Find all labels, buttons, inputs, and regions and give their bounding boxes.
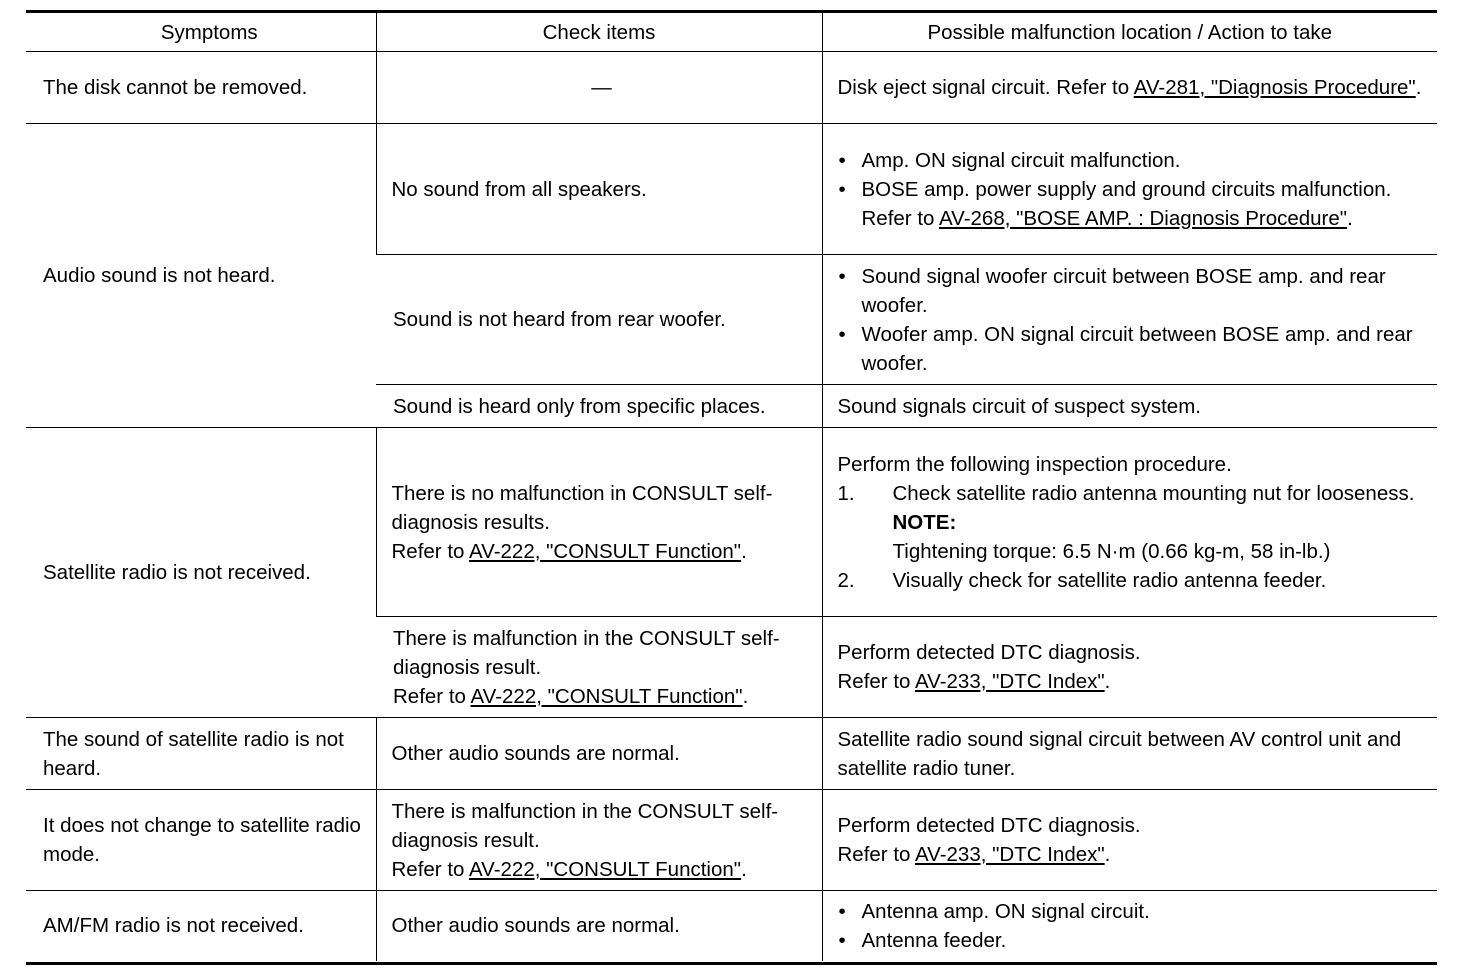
action-cell [822, 891, 1437, 961]
bullet-list [838, 262, 1428, 378]
reference-link[interactable]: AV-233, "DTC Index" [915, 670, 1105, 693]
action-cell [822, 617, 1437, 718]
table-row [26, 428, 1437, 617]
list-item: • Amp. ON signal circuit malfunction. [838, 146, 1428, 175]
header-action: Possible malfunction location / Action to take [822, 12, 1437, 52]
action-cell [822, 428, 1437, 617]
list-item: • Sound signal woofer circuit between BOSE amp. and rear woofer. [838, 262, 1428, 320]
check-cell: Sound is not heard from rear woofer. [376, 255, 822, 385]
bullet-list [838, 897, 1428, 955]
action-text: Disk eject signal circuit. Refer to [837, 76, 1134, 99]
action-text: Perform detected DTC diagnosis. [837, 641, 1141, 664]
check-cell: Other audio sounds are normal. [376, 718, 822, 790]
header-row [26, 12, 1437, 52]
check-text: There is malfunction in the CONSULT self-diagnosis result. [393, 626, 780, 679]
check-text: There is malfunction in the CONSULT self-diagnosis result. [391, 799, 779, 852]
table-row [26, 124, 1437, 255]
punctuation: . [741, 539, 747, 563]
table-bottom-rule [26, 962, 1437, 965]
refer-text: Refer to [393, 684, 471, 708]
action-cell: Satellite radio sound signal circuit between AV control unit and satellite radio tuner. [822, 718, 1437, 790]
note-text: Tightening torque: 6.5 N·m (0.66 kg-m, 58 in-lb.) [892, 539, 1331, 563]
symptom-cell: Satellite radio is not received. [26, 428, 376, 718]
punctuation: . [741, 857, 747, 881]
check-cell: Sound is heard only from specific places. [376, 385, 822, 428]
refer-text: Refer to [837, 670, 915, 693]
punctuation: . [1415, 76, 1422, 99]
check-cell [376, 617, 822, 718]
reference-link[interactable]: AV-233, "DTC Index" [915, 843, 1105, 866]
step-text: Visually check for satellite radio antenna feeder. [892, 568, 1327, 592]
reference-link[interactable]: AV-222, "CONSULT Function" [469, 539, 742, 563]
check-cell: No sound from all speakers. [376, 124, 822, 255]
check-cell: Other audio sounds are normal. [376, 891, 822, 961]
reference-link[interactable]: AV-222, "CONSULT Function" [469, 857, 742, 881]
action-cell [822, 52, 1437, 124]
action-cell: Sound signals circuit of suspect system. [822, 385, 1437, 428]
table-row [26, 52, 1437, 124]
step-list [838, 479, 1428, 595]
refer-text: Refer to [391, 857, 469, 881]
step-text: Check satellite radio antenna mounting nut for looseness. [892, 481, 1415, 505]
refer-text: Refer to [391, 539, 469, 563]
symptom-cell: The disk cannot be removed. [26, 52, 376, 124]
step-item [838, 566, 1428, 595]
punctuation: . [1104, 843, 1111, 866]
list-item [838, 175, 1428, 233]
reference-link[interactable]: AV-222, "CONSULT Function" [470, 684, 743, 708]
action-cell [822, 124, 1437, 255]
header-check-items: Check items [376, 12, 822, 52]
procedure-intro: Perform the following inspection procedure. [837, 452, 1232, 476]
list-item: • Woofer amp. ON signal circuit between BOSE amp. and rear woofer. [838, 320, 1428, 378]
note-label: NOTE: [892, 510, 957, 534]
list-item: • Antenna amp. ON signal circuit. [838, 897, 1428, 926]
punctuation: . [742, 684, 749, 708]
refer-text: Refer to [837, 843, 915, 866]
bullet-text: BOSE amp. power supply and ground circuits malfunction. Refer to [861, 177, 1392, 230]
step-number: 2. [837, 568, 855, 592]
step-number: 1. [837, 481, 855, 505]
bullet-list [838, 146, 1428, 233]
check-text: There is no malfunction in CONSULT self-diagnosis results. [391, 481, 773, 534]
check-cell: — [376, 52, 822, 124]
symptom-cell: AM/FM radio is not received. [26, 891, 376, 961]
action-cell [822, 255, 1437, 385]
reference-link[interactable]: AV-268, "BOSE AMP. : Diagnosis Procedure" [939, 206, 1348, 230]
table-row [26, 718, 1437, 790]
list-item: • Antenna feeder. [838, 926, 1428, 955]
diagnosis-table [26, 10, 1437, 961]
check-cell [376, 428, 822, 617]
symptom-cell: The sound of satellite radio is not heard. [26, 718, 376, 790]
check-cell [376, 790, 822, 891]
reference-link[interactable]: AV-281, "Diagnosis Procedure" [1133, 76, 1416, 99]
symptom-cell: It does not change to satellite radio mode. [26, 790, 376, 891]
punctuation: . [1104, 670, 1111, 693]
punctuation: . [1347, 206, 1353, 230]
action-text: Perform detected DTC diagnosis. [837, 814, 1141, 837]
action-cell [822, 790, 1437, 891]
header-symptoms: Symptoms [26, 12, 376, 52]
table-row [26, 790, 1437, 891]
symptom-cell: Audio sound is not heard. [26, 124, 376, 428]
step-item [838, 479, 1428, 566]
table-row [26, 891, 1437, 961]
